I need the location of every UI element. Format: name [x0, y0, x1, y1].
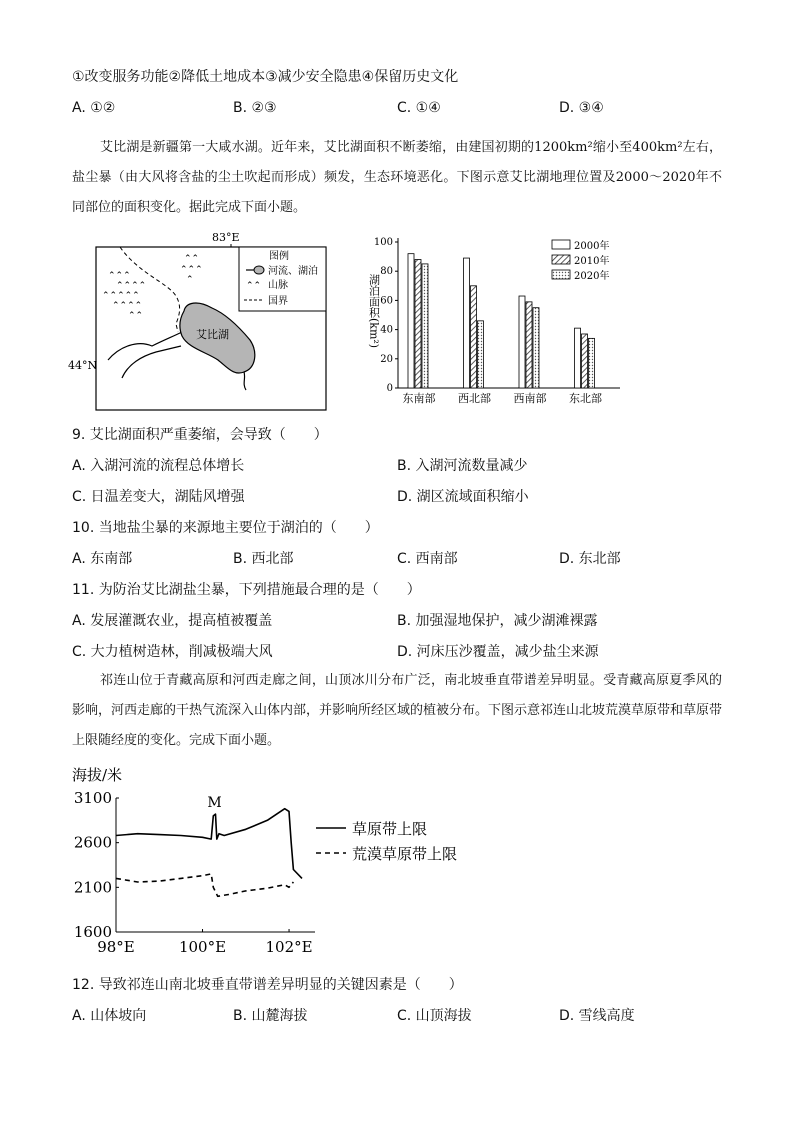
q8-option-c: C. ①④ [397, 100, 441, 116]
q10-stem: 10. 当地盐尘暴的来源地主要位于湖泊的（ ） [72, 520, 379, 536]
legend-mountain: 山脉 [268, 280, 288, 291]
annotation-m: M [207, 795, 222, 812]
q9-option-b: B. 入湖河流数量减少 [397, 458, 528, 474]
legend-label: 草原带上限 [352, 820, 428, 838]
series-line-草原带上限 [116, 809, 302, 879]
qilian-elevation-line-chart [70, 760, 490, 960]
svg-text:⌃⌃⌃: ⌃⌃⌃ [108, 271, 131, 281]
bar-西南部-2010年 [526, 302, 532, 388]
y-axis-label: 湖泊面积(km²) [367, 274, 381, 349]
svg-text:⌃: ⌃ [186, 275, 194, 285]
bar-西南部-2020年 [533, 308, 539, 388]
legend-title: 图例 [269, 251, 289, 262]
svg-text:⌃⌃⌃⌃⌃: ⌃⌃⌃⌃⌃ [102, 291, 140, 301]
y-axis-title: 海拔/米 [72, 766, 123, 784]
x-tick-label: 100°E [178, 938, 227, 956]
bar-西北部-2000年 [464, 258, 470, 388]
bar-东北部-2000年 [575, 328, 581, 388]
bar-西北部-2020年 [478, 321, 484, 388]
bar-东北部-2010年 [582, 334, 588, 388]
x-tick-label: 102°E [265, 938, 313, 956]
svg-text:⌃⌃⌃⌃: ⌃⌃⌃⌃ [112, 301, 143, 311]
y-tick-label: 3100 [73, 789, 112, 807]
q12-option-b: B. 山麓海拔 [233, 1008, 308, 1024]
svg-text:⌃⌃: ⌃⌃ [184, 254, 200, 264]
q8-statement-options: ①改变服务功能②降低土地成本③减少安全隐患④保留历史文化 [72, 69, 459, 85]
y-tick-label: 100 [373, 237, 393, 248]
y-tick-label: 1600 [73, 923, 112, 941]
legend-label: 2020年 [574, 271, 610, 282]
q10-option-c: C. 西南部 [397, 551, 458, 567]
legend-river-lake: 河流、湖泊 [268, 266, 318, 277]
q9-stem: 9. 艾比湖面积严重萎缩，会导致（ ） [72, 427, 328, 443]
x-tick-label: 98°E [97, 938, 135, 956]
q10-option-d: D. 东北部 [559, 551, 621, 567]
q8-option-a: A. ①② [72, 100, 116, 116]
legend-label: 2000年 [574, 241, 610, 252]
q10-option-a: A. 东南部 [72, 551, 133, 567]
series-line-荒漠草原带上限 [116, 874, 293, 896]
x-category-label: 东北部 [569, 392, 602, 405]
lake-area-bar-chart [360, 232, 630, 412]
bar-西北部-2010年 [471, 286, 477, 388]
x-category-label: 西南部 [513, 392, 547, 405]
q10-option-b: B. 西北部 [233, 551, 294, 567]
y-tick-label: 80 [380, 266, 393, 278]
y-tick-label: 40 [380, 324, 393, 336]
legend-mountain-icon: ⌃⌃ [246, 281, 262, 291]
legend-border: 国界 [268, 296, 288, 307]
q12-option-a: A. 山体坡向 [72, 1008, 147, 1024]
legend-swatch [552, 255, 570, 264]
legend-swatch [552, 240, 570, 249]
passage-aibi-lake: 艾比湖是新疆第一大咸水湖。近年来，艾比湖面积不断萎缩，由建国初期的1200km²缩小至400km²左右，盐尘暴（由大风将含盐的尘土吹起而形成）频发，生态环境恶化。下图示意艾比湖地理位置及2000～2020年不同部位的面积变化。据此完成下面小题。 [72, 140, 722, 215]
bar-西南部-2000年 [519, 296, 525, 388]
legend-swatch [552, 270, 570, 279]
map-longitude-label: 83°E [212, 231, 240, 244]
q12-option-c: C. 山顶海拔 [397, 1008, 472, 1024]
legend-label: 荒漠草原带上限 [352, 845, 458, 863]
q11-option-d: D. 河床压沙覆盖，减少盐尘来源 [397, 644, 599, 660]
bar-东南部-2010年 [415, 260, 421, 388]
map-latitude-label: 44°N [68, 359, 98, 372]
svg-text:⌃⌃⌃: ⌃⌃⌃ [180, 265, 203, 275]
svg-text:⌃⌃⌃⌃: ⌃⌃⌃⌃ [116, 281, 147, 291]
legend-label: 2010年 [574, 256, 610, 267]
y-tick-label: 2600 [73, 833, 112, 852]
passage-qilian-mountains: 祁连山位于青藏高原和河西走廊之间，山顶冰川分布广泛，南北坡垂直带谱差异明显。受青藏高原夏季风的影响，河西走廊的干热气流深入山体内部，并影响所经区域的植被分布。下图示意祁连山北坡荒漠草原带和草原带上限随经度的变化。完成下面小题。 [72, 673, 723, 748]
bar-东南部-2000年 [408, 254, 414, 388]
q9-option-d: D. 湖区流域面积缩小 [397, 489, 529, 505]
y-tick-label: 2100 [73, 878, 112, 897]
y-tick-label: 20 [380, 353, 393, 365]
q12-stem: 12. 导致祁连山南北坡垂直带谱差异明显的关键因素是（ ） [72, 977, 463, 993]
q9-option-a: A. 入湖河流的流程总体增长 [72, 458, 245, 474]
q11-option-c: C. 大力植树造林，削减极端大风 [72, 644, 273, 660]
q8-option-d: D. ③④ [559, 100, 604, 116]
aibi-lake-location-map [68, 228, 338, 413]
lake-label: 艾比湖 [196, 328, 229, 341]
svg-text:⌃⌃: ⌃⌃ [128, 311, 144, 321]
x-category-label: 东南部 [402, 392, 436, 405]
x-category-label: 西北部 [458, 392, 491, 405]
q11-option-a: A. 发展灌溉农业，提高植被覆盖 [72, 613, 273, 629]
q11-option-b: B. 加强湿地保护，减少湖滩裸露 [397, 613, 598, 629]
q12-option-d: D. 雪线高度 [559, 1008, 635, 1024]
bar-东北部-2020年 [589, 338, 595, 388]
q9-option-c: C. 日温差变大，湖陆风增强 [72, 489, 245, 505]
y-tick-label: 60 [380, 295, 393, 307]
bar-东南部-2020年 [422, 264, 428, 388]
q8-option-b: B. ②③ [233, 100, 277, 116]
q11-stem: 11. 为防治艾比湖盐尘暴，下列措施最合理的是（ ） [72, 582, 421, 598]
y-tick-label: 0 [386, 383, 393, 394]
